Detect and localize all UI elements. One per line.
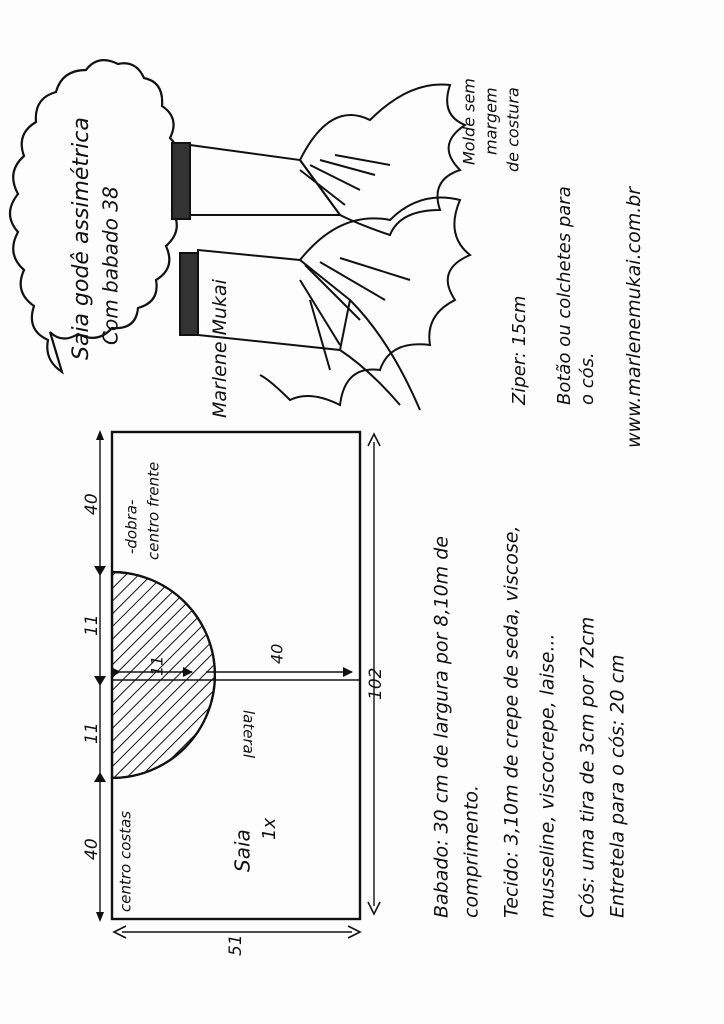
ruffle-note-line-1: Babado: 30 cm de largura por 8,10m de bbox=[430, 536, 453, 918]
skirt-back-body bbox=[190, 145, 340, 215]
ruffle-front bbox=[260, 198, 470, 406]
label-fold: -dobra- bbox=[122, 499, 141, 554]
title-cloud bbox=[10, 60, 181, 372]
dim-51: 51 bbox=[226, 934, 246, 956]
closures-block bbox=[509, 186, 598, 406]
dim-11-b: 11 bbox=[82, 614, 102, 636]
website-url: www.marlenemukai.com.br bbox=[623, 186, 645, 448]
fabric-note-line-2: musseline, viscocrepe, laise... bbox=[536, 633, 559, 918]
piece-count: 1x bbox=[259, 817, 280, 840]
dim-40-left: 40 bbox=[82, 838, 102, 860]
ruffle-back bbox=[300, 84, 465, 235]
waistband-front bbox=[180, 253, 198, 335]
pattern-note-line-1: Molde sem bbox=[459, 78, 479, 165]
title-block bbox=[69, 117, 123, 360]
piece-name: Saia bbox=[230, 829, 255, 872]
zipper-note: Ziper: 15cm bbox=[509, 295, 530, 405]
pattern-note-line-2: margem bbox=[481, 87, 501, 155]
dim-inner-40: 40 bbox=[267, 643, 287, 664]
waistband-note-line-1: Cós: uma tira de 3cm por 72cm bbox=[576, 616, 599, 918]
dim-11-a: 11 bbox=[82, 722, 102, 744]
waistband-back bbox=[172, 143, 190, 219]
fabric-note-line-1: Tecido: 3,10m de crepe de seda, viscose, bbox=[500, 525, 523, 918]
ruffle-note-line-2: comprimento. bbox=[460, 784, 483, 918]
dim-102: 102 bbox=[366, 667, 386, 700]
button-note-line-1: Botão ou colchetes para bbox=[554, 186, 575, 405]
dim-inner-11: 11 bbox=[147, 655, 167, 676]
signature: Marlene Mukai bbox=[209, 279, 231, 418]
waistband-note-line-2: Entretela para o cós: 20 cm bbox=[606, 654, 629, 918]
pattern-note-block bbox=[460, 78, 523, 172]
button-note-line-2: o cós. bbox=[577, 352, 598, 405]
label-center-back: centro costas bbox=[116, 810, 135, 912]
pattern-note-line-3: de costura bbox=[503, 87, 523, 172]
material-notes bbox=[431, 526, 629, 918]
label-center-front: centro frente bbox=[144, 461, 163, 560]
title-line-2: Com babado 38 bbox=[98, 186, 123, 345]
title-line-1: Saia godê assimétrica bbox=[69, 117, 94, 360]
dim-40-right: 40 bbox=[82, 493, 102, 515]
label-side: lateral bbox=[239, 710, 258, 758]
